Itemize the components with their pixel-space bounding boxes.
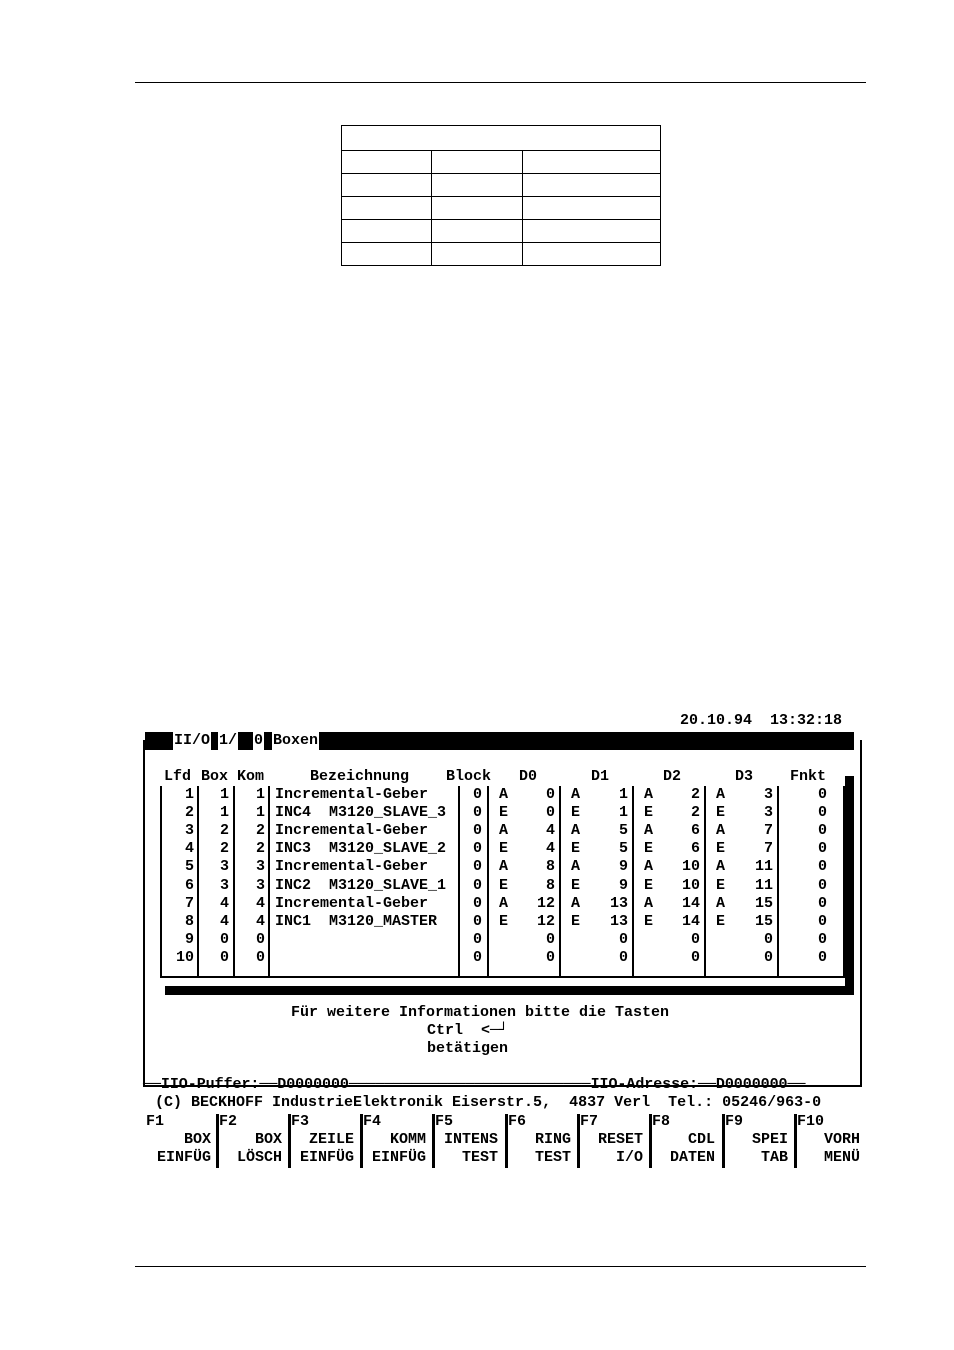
cell-block[interactable]: 0 bbox=[472, 822, 482, 840]
cell-bez[interactable]: INC2 M3120_SLAVE_1 bbox=[275, 876, 447, 894]
col-header-d2: D2 bbox=[663, 768, 682, 785]
fkey-label: F10 bbox=[797, 1113, 825, 1130]
cell-d2v[interactable]: 2 bbox=[690, 804, 700, 822]
cell-d1t[interactable]: A bbox=[571, 822, 581, 840]
fkey-caption: TEST bbox=[461, 1149, 498, 1166]
cell-fnkt[interactable]: 0 bbox=[817, 876, 827, 894]
cell-d2v[interactable]: 10 bbox=[681, 858, 700, 876]
cell-fnkt[interactable]: 0 bbox=[817, 786, 827, 803]
fkey-f2-button[interactable] bbox=[216, 1113, 286, 1169]
cell-box[interactable]: 2 bbox=[219, 840, 229, 858]
cell-d2v[interactable]: 10 bbox=[681, 876, 700, 894]
cell-d1v[interactable]: 9 bbox=[618, 876, 628, 894]
col-header-kom: Kom bbox=[237, 768, 265, 785]
fkey-caption: RING bbox=[534, 1131, 571, 1148]
cell-box[interactable]: 4 bbox=[219, 894, 229, 912]
cell-fnkt[interactable]: 0 bbox=[817, 804, 827, 822]
cell-d1v[interactable]: 1 bbox=[618, 804, 628, 822]
status-line: ──IIO-Puffer:──D0000000───────────────────────────IIO-Adresse:──D0000000── bbox=[143, 1076, 806, 1093]
fkey-label: F5 bbox=[435, 1113, 454, 1130]
fkey-label: F2 bbox=[219, 1113, 238, 1130]
cell-bez[interactable]: Incremental-Geber bbox=[275, 894, 429, 912]
cell-d0v[interactable]: 4 bbox=[545, 840, 555, 858]
fkey-f1-button[interactable] bbox=[145, 1113, 215, 1169]
col-header-bezeichnung: Bezeichnung bbox=[310, 768, 410, 785]
cell-d0v[interactable]: 0 bbox=[545, 930, 555, 948]
cell-kom[interactable]: 1 bbox=[255, 804, 265, 822]
cell-d1v[interactable]: 5 bbox=[618, 822, 628, 840]
cell-kom[interactable]: 2 bbox=[255, 840, 265, 858]
cell-block[interactable]: 0 bbox=[472, 948, 482, 966]
cell-d2t[interactable]: A bbox=[644, 822, 654, 840]
cell-block[interactable]: 0 bbox=[472, 858, 482, 876]
cell-kom[interactable]: 4 bbox=[255, 912, 265, 930]
cell-d2t[interactable]: E bbox=[644, 804, 654, 822]
cell-d2v[interactable]: 14 bbox=[681, 894, 700, 912]
fkey-label: F4 bbox=[363, 1113, 382, 1130]
cell-d1t[interactable]: A bbox=[571, 858, 581, 876]
cell-bez[interactable]: Incremental-Geber bbox=[275, 858, 429, 876]
cell-d0v[interactable]: 8 bbox=[545, 858, 555, 876]
cell-d1t[interactable]: A bbox=[571, 786, 581, 803]
title-seg-index: 1/ bbox=[219, 732, 238, 749]
cell-d0v[interactable]: 0 bbox=[545, 804, 555, 822]
cell-lfd[interactable]: 6 bbox=[184, 876, 194, 894]
cell-d3v[interactable]: 0 bbox=[763, 948, 773, 966]
fkey-caption: CDL bbox=[687, 1131, 715, 1148]
cell-d3v[interactable]: 3 bbox=[763, 786, 773, 803]
cell-d1t[interactable]: E bbox=[571, 912, 581, 930]
cell-lfd[interactable]: 2 bbox=[184, 804, 194, 822]
cell-d3t[interactable]: A bbox=[716, 858, 726, 876]
title-bar bbox=[145, 732, 854, 750]
clock bbox=[680, 712, 842, 729]
fkey-caption: VORH bbox=[823, 1131, 860, 1148]
cell-kom[interactable]: 4 bbox=[255, 894, 265, 912]
col-header-lfd: Lfd bbox=[164, 768, 192, 785]
fkey-caption: MENÜ bbox=[823, 1149, 860, 1166]
cell-d2t[interactable]: A bbox=[644, 894, 654, 912]
info-message-line2: Ctrl <─┘ bbox=[427, 1022, 509, 1039]
cell-d3v[interactable]: 3 bbox=[763, 804, 773, 822]
cell-d0v[interactable]: 12 bbox=[536, 894, 555, 912]
cell-fnkt[interactable]: 0 bbox=[817, 912, 827, 930]
cell-d3t[interactable]: E bbox=[716, 840, 726, 858]
cell-d3v[interactable]: 11 bbox=[754, 876, 773, 894]
time: 13:32:18 bbox=[770, 712, 843, 729]
fkey-caption: KOMM bbox=[389, 1131, 426, 1148]
cell-d2t[interactable]: A bbox=[644, 858, 654, 876]
cell-d2t[interactable]: E bbox=[644, 876, 654, 894]
table-header-cell bbox=[342, 126, 661, 151]
cell-d0v[interactable]: 0 bbox=[545, 948, 555, 966]
col-header-d0: D0 bbox=[519, 768, 538, 785]
cell-d2t[interactable]: A bbox=[644, 786, 654, 803]
cell-d3v[interactable]: 15 bbox=[754, 912, 773, 930]
cell-d1t[interactable]: E bbox=[571, 876, 581, 894]
cell-d1v[interactable]: 0 bbox=[618, 948, 628, 966]
cell-d0v[interactable]: 4 bbox=[545, 822, 555, 840]
cell-d3t[interactable]: A bbox=[716, 822, 726, 840]
fkey-caption: LÖSCH bbox=[236, 1149, 282, 1166]
cell-d1t[interactable]: A bbox=[571, 894, 581, 912]
cell-d3v[interactable]: 0 bbox=[763, 930, 773, 948]
cell-d0t[interactable]: A bbox=[499, 894, 509, 912]
cell-d3v[interactable]: 15 bbox=[754, 894, 773, 912]
cell-d0t[interactable]: E bbox=[499, 876, 509, 894]
cell-d2t[interactable]: E bbox=[644, 840, 654, 858]
cell-d1t[interactable]: E bbox=[571, 840, 581, 858]
col-header-block: Block bbox=[446, 768, 492, 785]
cell-d2v[interactable]: 0 bbox=[690, 930, 700, 948]
fkey-f9-button[interactable] bbox=[722, 1113, 792, 1169]
cell-lfd[interactable]: 1 bbox=[184, 786, 194, 803]
cell-d3t[interactable]: E bbox=[716, 876, 726, 894]
cell-box[interactable]: 0 bbox=[219, 948, 229, 966]
cell-d3v[interactable]: 7 bbox=[763, 822, 773, 840]
cell-d0v[interactable]: 0 bbox=[545, 786, 555, 803]
cell-fnkt[interactable]: 0 bbox=[817, 948, 827, 966]
title-seg-io: II/O bbox=[174, 732, 211, 749]
fkey-caption: I/O bbox=[615, 1149, 643, 1166]
cell-d1v[interactable]: 5 bbox=[618, 840, 628, 858]
cell-d3t[interactable]: E bbox=[716, 804, 726, 822]
empty-table bbox=[341, 125, 661, 266]
fkey-caption: BOX bbox=[254, 1131, 282, 1148]
cell-d2v[interactable]: 6 bbox=[690, 840, 700, 858]
cell-bez[interactable]: INC3 M3120_SLAVE_2 bbox=[275, 840, 447, 858]
fkey-caption: BOX bbox=[183, 1131, 211, 1148]
vertical-scrollbar[interactable] bbox=[845, 776, 854, 986]
fkey-caption: EINFÜG bbox=[299, 1149, 354, 1166]
cell-kom[interactable]: 3 bbox=[255, 876, 265, 894]
fkey-f3-button[interactable] bbox=[288, 1113, 358, 1169]
cell-lfd[interactable]: 5 bbox=[184, 858, 194, 876]
fkey-caption: RESET bbox=[597, 1131, 643, 1148]
info-message-line1: Für weitere Informationen bitte die Tasten bbox=[291, 1004, 670, 1021]
cell-d0t[interactable]: E bbox=[499, 840, 509, 858]
copyright-line: (C) BECKHOFF IndustrieElektronik Eiserstr.5, 4837 Verl Tel.: 05246/963-0 bbox=[155, 1094, 822, 1111]
col-header-d1: D1 bbox=[591, 768, 610, 785]
fkey-label: F3 bbox=[291, 1113, 310, 1130]
col-header-d3: D3 bbox=[735, 768, 754, 785]
cell-box[interactable]: 3 bbox=[219, 858, 229, 876]
cell-fnkt[interactable]: 0 bbox=[817, 894, 827, 912]
cell-kom[interactable]: 0 bbox=[255, 948, 265, 966]
fkey-f8-button[interactable] bbox=[649, 1113, 719, 1169]
fkey-caption: TAB bbox=[760, 1149, 788, 1166]
fkey-label: F6 bbox=[508, 1113, 527, 1130]
cell-lfd[interactable]: 7 bbox=[184, 894, 194, 912]
cell-kom[interactable]: 3 bbox=[255, 858, 265, 876]
cell-d2t[interactable]: E bbox=[644, 912, 654, 930]
cell-kom[interactable]: 1 bbox=[255, 786, 265, 803]
header-rule bbox=[135, 82, 866, 83]
cell-d0v[interactable]: 12 bbox=[536, 912, 555, 930]
cell-d1t[interactable]: E bbox=[571, 804, 581, 822]
cell-kom[interactable]: 2 bbox=[255, 822, 265, 840]
cell-box[interactable]: 1 bbox=[219, 786, 229, 803]
cell-fnkt[interactable]: 0 bbox=[817, 930, 827, 948]
cell-block[interactable]: 0 bbox=[472, 894, 482, 912]
cell-box[interactable]: 0 bbox=[219, 930, 229, 948]
cell-box[interactable]: 1 bbox=[219, 804, 229, 822]
cell-d3t[interactable]: A bbox=[716, 894, 726, 912]
cell-lfd[interactable]: 10 bbox=[175, 948, 194, 966]
cell-bez[interactable]: INC4 M3120_SLAVE_3 bbox=[275, 804, 447, 822]
cell-lfd[interactable]: 4 bbox=[184, 840, 194, 858]
cell-bez[interactable]: Incremental-Geber bbox=[275, 786, 429, 803]
fkey-label: F1 bbox=[146, 1113, 165, 1130]
cell-d1v[interactable]: 13 bbox=[609, 894, 628, 912]
cell-block[interactable]: 0 bbox=[472, 840, 482, 858]
cell-box[interactable]: 4 bbox=[219, 912, 229, 930]
cell-d3v[interactable]: 11 bbox=[754, 858, 773, 876]
cell-d0t[interactable]: A bbox=[499, 858, 509, 876]
cell-fnkt[interactable]: 0 bbox=[817, 822, 827, 840]
date: 20.10.94 bbox=[680, 712, 753, 729]
cell-d2v[interactable]: 0 bbox=[690, 948, 700, 966]
fkey-f10-button[interactable] bbox=[794, 1113, 864, 1169]
cell-d1v[interactable]: 1 bbox=[618, 786, 628, 803]
title-seg-count: 0 bbox=[254, 732, 264, 749]
horizontal-scrollbar[interactable] bbox=[165, 986, 854, 995]
cell-block[interactable]: 0 bbox=[472, 912, 482, 930]
cell-lfd[interactable]: 3 bbox=[184, 822, 194, 840]
fkey-caption: INTENS bbox=[443, 1131, 498, 1148]
fkey-f7-button[interactable] bbox=[577, 1113, 647, 1169]
col-header-fnkt: Fnkt bbox=[790, 768, 827, 785]
fkey-caption: DATEN bbox=[669, 1149, 715, 1166]
cell-block[interactable]: 0 bbox=[472, 930, 482, 948]
fkey-f4-button[interactable] bbox=[360, 1113, 430, 1169]
fkey-caption: SPEI bbox=[751, 1131, 788, 1148]
fkey-f5-button[interactable] bbox=[432, 1113, 502, 1169]
title-seg-boxen: Boxen bbox=[273, 732, 319, 749]
cell-block[interactable]: 0 bbox=[472, 876, 482, 894]
fkey-caption: TEST bbox=[534, 1149, 571, 1166]
cell-d1v[interactable]: 0 bbox=[618, 930, 628, 948]
fkey-label: F8 bbox=[652, 1113, 671, 1130]
cell-box[interactable]: 2 bbox=[219, 822, 229, 840]
cell-bez[interactable]: Incremental-Geber bbox=[275, 822, 429, 840]
fkey-label: F7 bbox=[580, 1113, 599, 1130]
cell-bez[interactable]: INC1 M3120_MASTER bbox=[275, 912, 438, 930]
info-message-line3: betätigen bbox=[427, 1040, 509, 1057]
fkey-caption: ZEILE bbox=[308, 1131, 354, 1148]
cell-d0t[interactable]: A bbox=[499, 822, 509, 840]
cell-d0t[interactable]: E bbox=[499, 912, 509, 930]
fkey-label: F9 bbox=[725, 1113, 744, 1130]
cell-fnkt[interactable]: 0 bbox=[817, 840, 827, 858]
cell-block[interactable]: 0 bbox=[472, 804, 482, 822]
cell-d0t[interactable]: E bbox=[499, 804, 509, 822]
cell-d0t[interactable]: A bbox=[499, 786, 509, 803]
cell-d2v[interactable]: 14 bbox=[681, 912, 700, 930]
cell-d3t[interactable]: E bbox=[716, 912, 726, 930]
cell-lfd[interactable]: 9 bbox=[184, 930, 194, 948]
cell-d1v[interactable]: 13 bbox=[609, 912, 628, 930]
cell-d3t[interactable]: A bbox=[716, 786, 726, 803]
col-header-box: Box bbox=[201, 768, 229, 785]
fkey-caption: EINFÜG bbox=[156, 1149, 211, 1166]
cell-d1v[interactable]: 9 bbox=[618, 858, 628, 876]
footer-rule bbox=[135, 1266, 866, 1267]
cell-fnkt[interactable]: 0 bbox=[817, 858, 827, 876]
cell-lfd[interactable]: 8 bbox=[184, 912, 194, 930]
cell-d2v[interactable]: 6 bbox=[690, 822, 700, 840]
cell-d3v[interactable]: 7 bbox=[763, 840, 773, 858]
fkey-f6-button[interactable] bbox=[505, 1113, 575, 1169]
cell-box[interactable]: 3 bbox=[219, 876, 229, 894]
cell-d0v[interactable]: 8 bbox=[545, 876, 555, 894]
cell-d2v[interactable]: 2 bbox=[690, 786, 700, 803]
cell-block[interactable]: 0 bbox=[472, 786, 482, 803]
fkey-caption: EINFÜG bbox=[371, 1149, 426, 1166]
cell-kom[interactable]: 0 bbox=[255, 930, 265, 948]
